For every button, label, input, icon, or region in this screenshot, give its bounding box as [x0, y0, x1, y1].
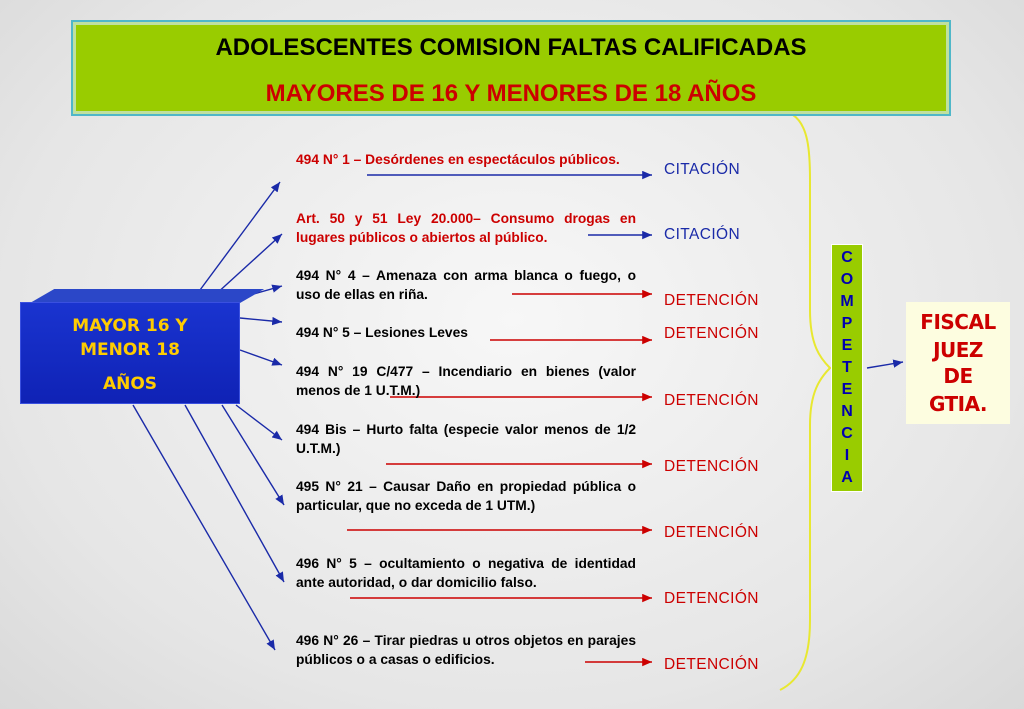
offense-item: 496 N° 26 – Tirar piedras u otros objetos en parajes públicos o a casas o edificios.: [296, 633, 636, 667]
offense-item: 495 N° 21 – Causar Daño en propiedad pública o particular, que no exceda de 1 UTM.): [296, 479, 636, 513]
age-group-line-2: MENOR 18: [80, 340, 180, 360]
arrow-to-item-2: [215, 234, 282, 295]
age-group-line-3: AÑOS: [102, 374, 158, 394]
offense-item: 494 N° 5 – Lesiones Leves: [296, 325, 468, 340]
competencia-letter: I: [844, 447, 850, 464]
competencia-letter: P: [841, 315, 853, 332]
competencia-box: [831, 244, 863, 492]
outcome-label: DETENCIÓN: [664, 590, 759, 607]
competencia-letter: C: [841, 425, 853, 442]
competencia-letter: E: [841, 381, 853, 398]
fiscal-line-2: JUEZ: [933, 338, 983, 362]
arrow-to-item-1: [200, 182, 280, 290]
competencia-letter: N: [841, 403, 853, 420]
offense-item: 494 N° 19 C/477 – Incendiario en bienes (valor menos de 1 U.T.M.): [296, 364, 636, 398]
outcome-label: DETENCIÓN: [664, 458, 759, 475]
source-arrows: [133, 182, 284, 650]
offense-item: 496 N° 5 – ocultamiento o negativa de identidad ante autoridad, o dar domicilio falso.: [296, 556, 636, 590]
competencia-letter: O: [840, 271, 854, 288]
competencia-bracket: [780, 115, 830, 690]
offense-item: 494 Bis – Hurto falta (especie valor menos de 1/2 U.T.M.): [296, 422, 636, 456]
competencia-letter: C: [841, 249, 853, 266]
outcome-label: CITACIÓN: [664, 226, 741, 243]
fiscal-line-1: FISCAL: [920, 310, 996, 334]
arrow-to-item-4: [240, 318, 282, 322]
offense-item: 494 N° 4 – Amenaza con arma blanca o fuego, o uso de ellas en riña.: [296, 268, 636, 302]
competencia-letter: T: [842, 359, 852, 376]
arrow-to-item-7: [222, 405, 284, 505]
outcome-label: DETENCIÓN: [664, 524, 759, 541]
fiscal-juez-box: [906, 302, 1010, 424]
arrow-to-item-6: [236, 405, 282, 440]
offense-item: Art. 50 y 51 Ley 20.000– Consumo drogas en lugares públicos o abiertos al público.: [296, 211, 636, 245]
age-group-box: [20, 302, 240, 404]
arrow-to-item-5: [240, 350, 282, 365]
fiscal-line-3: DE: [943, 364, 973, 388]
source-box-bevel: [30, 289, 264, 303]
offense-item: 494 N° 1 – Desórdenes en espectáculos públicos.: [296, 152, 620, 167]
title-line-2: MAYORES DE 16 Y MENORES DE 18 AÑOS: [265, 80, 757, 107]
outcome-label: DETENCIÓN: [664, 292, 759, 309]
competencia-letter: E: [841, 337, 853, 354]
arrow-to-fiscal: [867, 362, 903, 368]
outcome-label: DETENCIÓN: [664, 325, 759, 342]
fiscal-line-4: GTIA.: [928, 392, 988, 416]
age-group-line-1: MAYOR 16 Y: [72, 316, 188, 336]
competencia-letter: M: [840, 293, 854, 310]
outcome-label: DETENCIÓN: [664, 656, 759, 673]
arrow-to-item-8: [185, 405, 284, 582]
outcome-label: DETENCIÓN: [664, 392, 759, 409]
outcome-label: CITACIÓN: [664, 161, 741, 178]
title-banner: [71, 20, 951, 116]
competencia-letter: A: [841, 469, 853, 486]
title-line-1: ADOLESCENTES COMISION FALTAS CALIFICADAS: [215, 34, 807, 61]
